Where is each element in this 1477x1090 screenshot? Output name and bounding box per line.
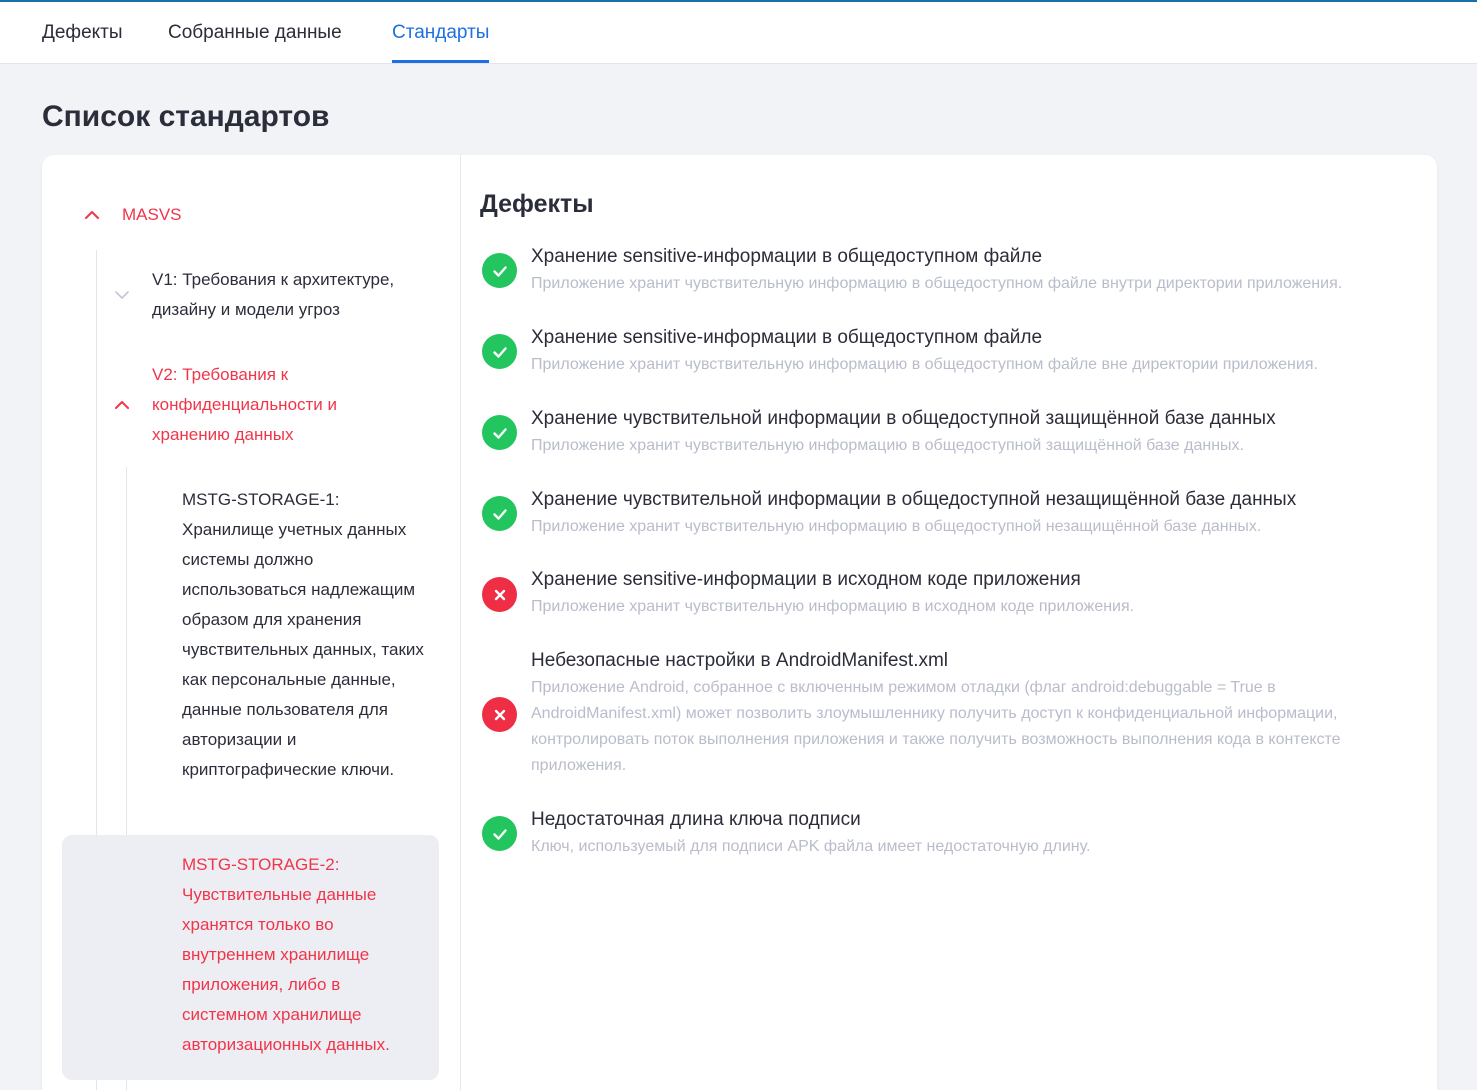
defect-title: Хранение чувствительной информации в общедоступной незащищённой базе данных <box>531 489 1297 510</box>
defects-section-title: Дефекты <box>480 190 594 218</box>
check-circle-icon <box>482 496 517 531</box>
defect-description: Приложение хранит чувствительную информацию в общедоступном файле вне директории приложения. <box>531 356 1318 373</box>
check-circle-icon <box>482 253 517 288</box>
defect-description: Ключ, используемый для подписи APK файла имеет недостаточную длину. <box>531 838 1091 855</box>
defect-description: Приложение хранит чувствительную информацию в исходном коде приложения. <box>531 598 1135 615</box>
tab-collected-data[interactable]: Собранные данные <box>168 21 342 43</box>
x-circle-icon <box>482 577 517 612</box>
defect-title: Хранение sensitive-информации в общедоступном файле <box>531 246 1043 267</box>
chevron-down-icon[interactable] <box>112 285 132 305</box>
defect-description: Приложение хранит чувствительную информацию в общедоступной незащищённой базе данных. <box>531 518 1262 535</box>
tab-standards[interactable]: Стандарты <box>392 2 489 63</box>
tree-node-storage-1[interactable]: MSTG-STORAGE-1: Хранилище учетных данных системы должно использоваться надлежащим образом для хранения чувствительных данных, таких как персональные данные, данные пользователя для авторизации и криптографические ключи. <box>182 490 424 779</box>
panel-divider <box>460 155 461 1090</box>
defect-description: Приложение хранит чувствительную информацию в общедоступной защищённой базе данных. <box>531 437 1244 454</box>
defect-title: Небезопасные настройки в AndroidManifest.xml <box>531 650 949 671</box>
defect-title: Хранение чувствительной информации в общедоступной защищённой базе данных <box>531 408 1276 429</box>
x-circle-icon <box>482 697 517 732</box>
defect-description: Приложение Android, собранное с включенным режимом отладки (флаг android:debuggable = True в AndroidManifest.xml) может позволить злоумышленнику получить доступ к конфиденциальной информации, контролировать поток выполнения приложения и также получить возможность выполнения кода в контексте приложения. <box>531 679 1341 774</box>
tree-node-v2-label: V2: Требования к конфиденциальности и хранению данных <box>152 365 338 444</box>
page-title: Список стандартов <box>42 100 330 133</box>
defect-title: Хранение sensitive-информации в общедоступном файле <box>531 327 1043 348</box>
tab-defects[interactable]: Дефекты <box>42 21 123 43</box>
check-circle-icon <box>482 816 517 851</box>
tree-node-storage-2[interactable]: MSTG-STORAGE-2: Чувствительные данные хранятся только во внутреннем хранилище приложения, либо в системном хранилище авторизационных данных. <box>182 855 390 1054</box>
defect-title: Хранение sensitive-информации в исходном коде приложения <box>531 569 1081 590</box>
check-circle-icon <box>482 415 517 450</box>
check-circle-icon <box>482 334 517 369</box>
standards-card <box>42 155 1437 1090</box>
chevron-up-icon[interactable] <box>112 395 132 415</box>
tree-node-v1-label: V1: Требования к архитектуре, дизайну и модели угроз <box>152 270 395 319</box>
defect-description: Приложение хранит чувствительную информацию в общедоступном файле внутри директории приложения. <box>531 275 1343 292</box>
defect-title: Недостаточная длина ключа подписи <box>531 809 861 830</box>
tree-node-masvs-label: MASVS <box>122 205 182 224</box>
chevron-up-icon[interactable] <box>82 205 102 225</box>
top-nav-bar <box>0 0 1477 63</box>
